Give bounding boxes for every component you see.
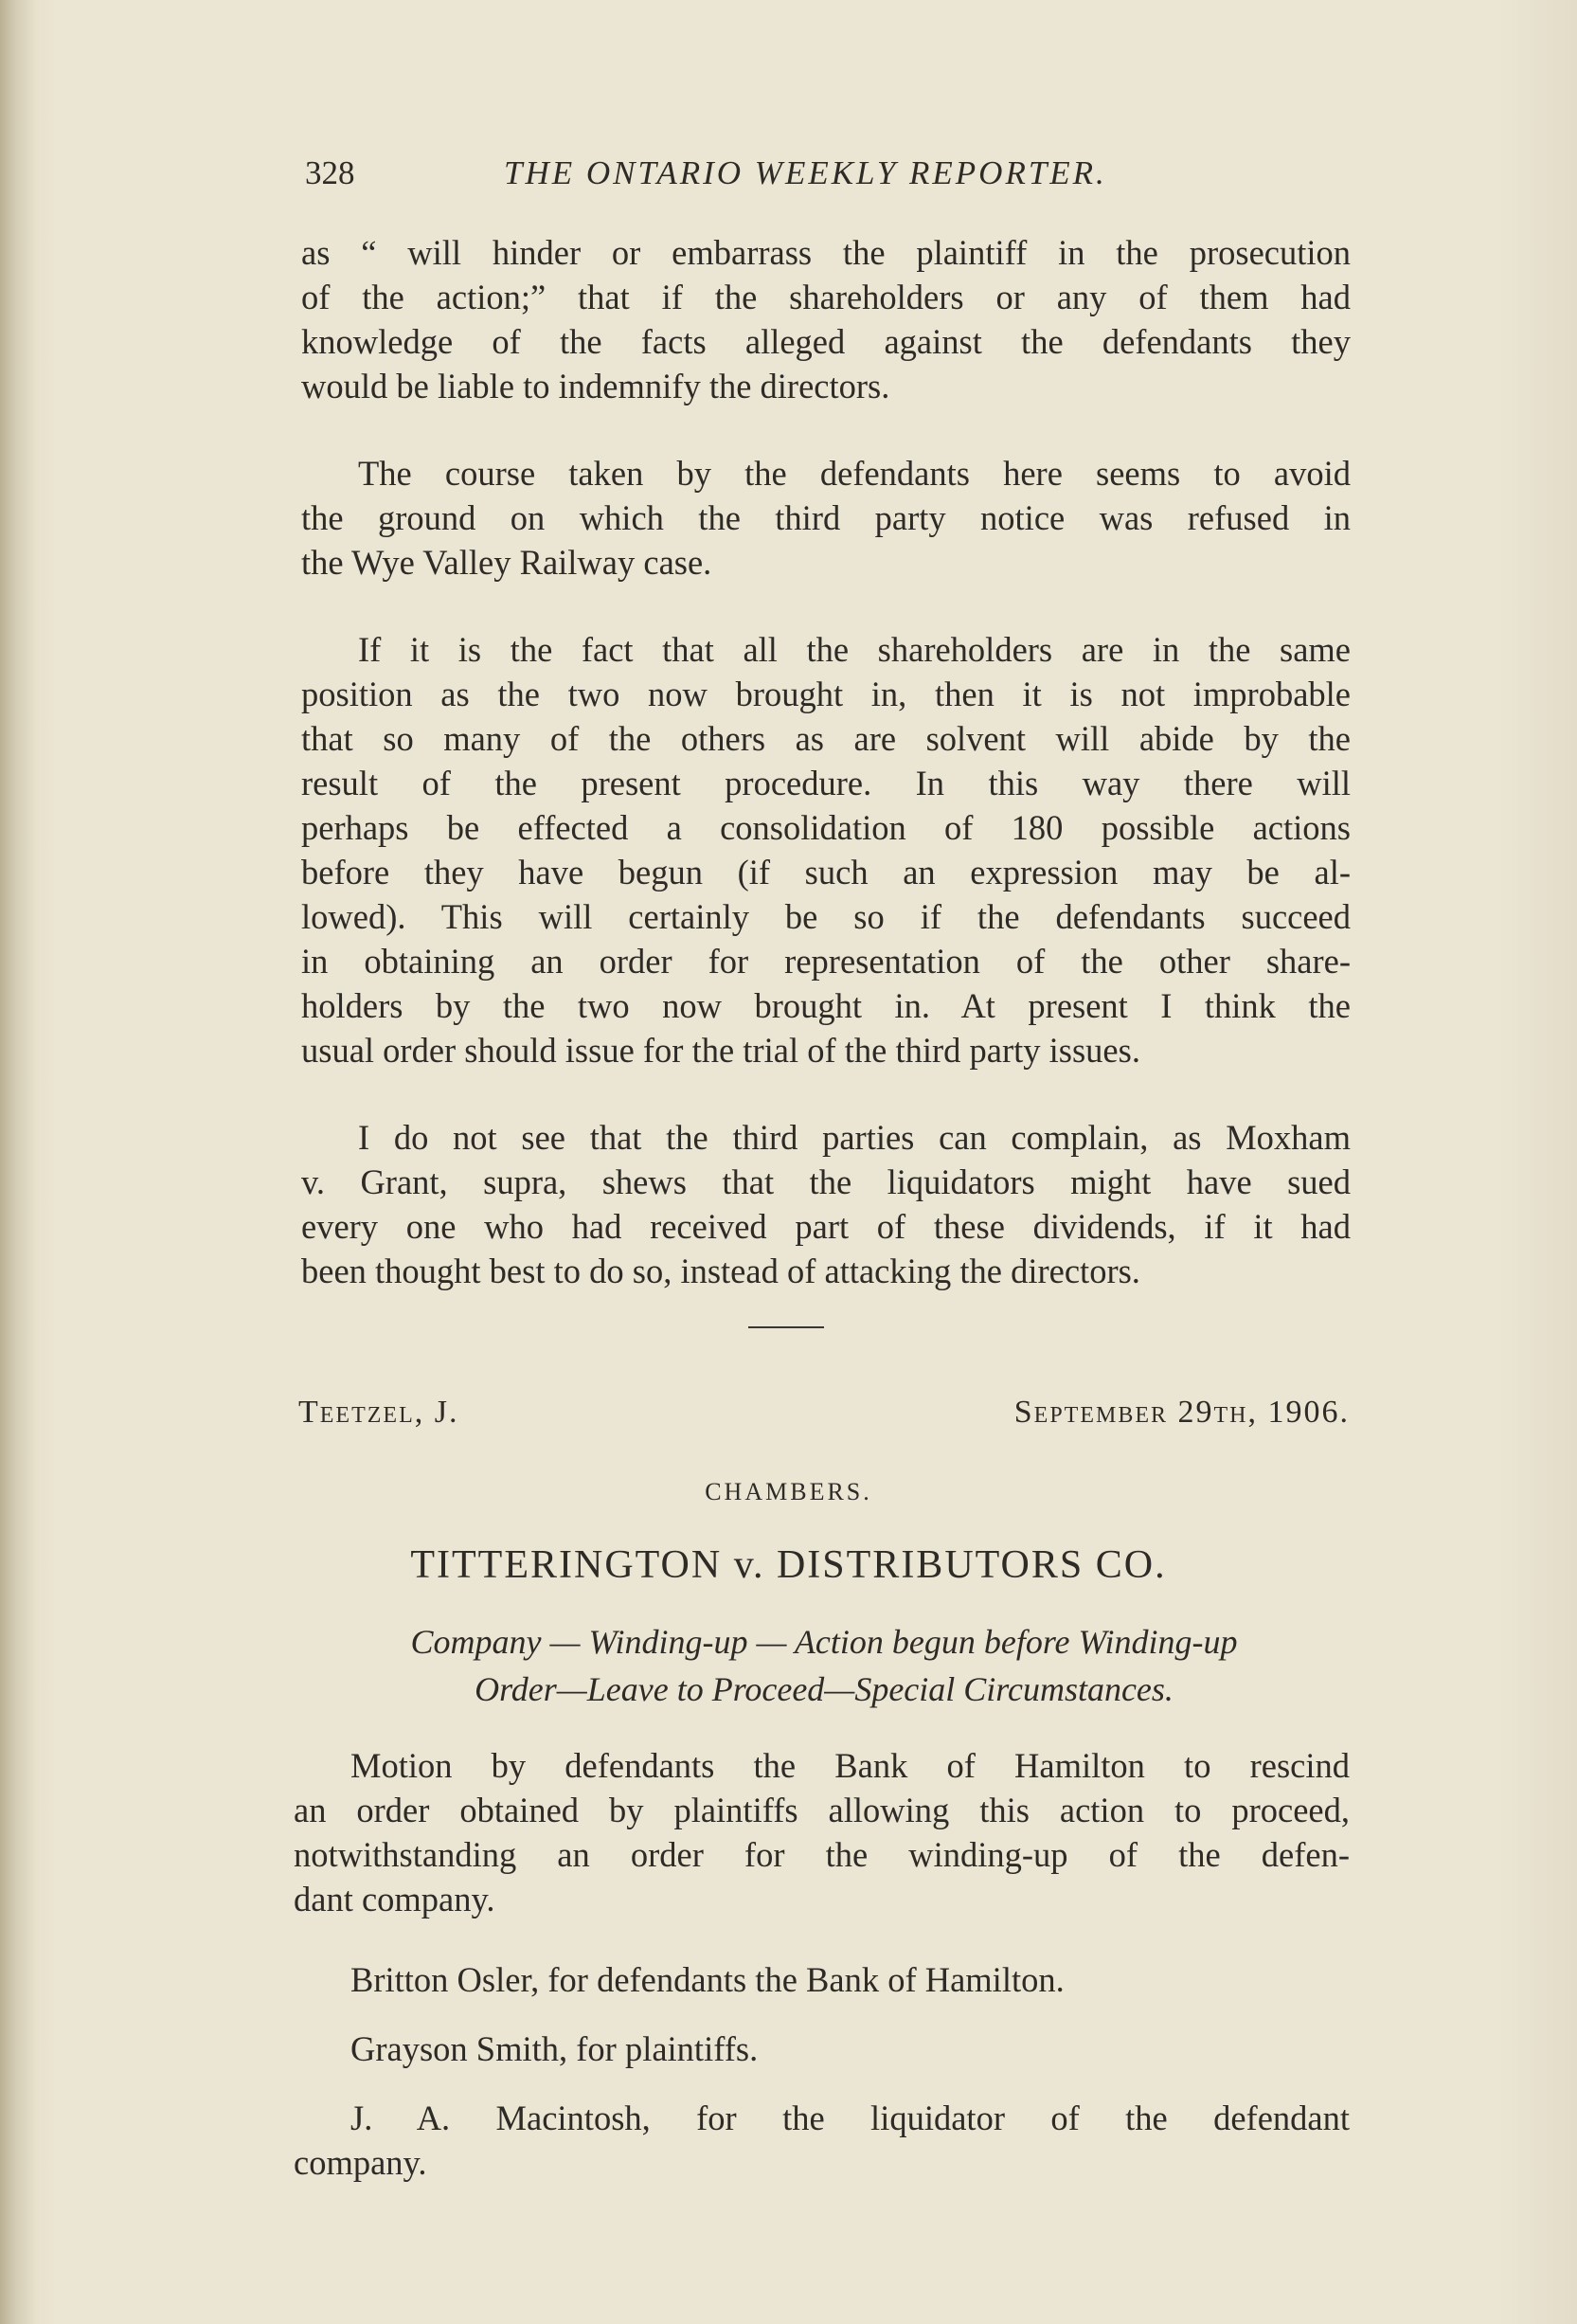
court-label: CHAMBERS. <box>705 1478 872 1505</box>
motion-paragraph <box>294 1743 1350 1921</box>
text-line: perhaps be effected a consolidation of 180 possible actions <box>301 808 1351 847</box>
book-spine-shadow <box>0 0 36 2324</box>
text-line: been thought best to do so, instead of attacking the directors. <box>301 1252 1140 1290</box>
paragraph <box>301 627 1351 1072</box>
text-line: notwithstanding an order for the winding-up of the defen- <box>294 1835 1350 1874</box>
headnote-line: Order—Leave to Proceed—Special Circumstances. <box>475 1670 1174 1708</box>
running-head: THE ONTARIO WEEKLY REPORTER. <box>504 154 1107 191</box>
paragraph <box>301 1115 1351 1293</box>
text-line: would be liable to indemnify the directors. <box>301 367 890 405</box>
paragraph <box>301 451 1351 585</box>
counsel-line: company. <box>294 2143 427 2182</box>
text-line: If it is the fact that all the shareholders are in the same <box>358 630 1351 669</box>
text-line: in obtaining an order for representation of the other share- <box>301 942 1351 981</box>
headnote <box>294 1618 1354 1713</box>
counsel-line: Britton Osler, for defendants the Bank of Hamilton. <box>350 1960 1065 1999</box>
motion-text <box>294 1743 1350 2185</box>
page-number: 328 <box>305 154 355 191</box>
text-line: I do not see that the third parties can complain, as Moxham <box>358 1118 1351 1157</box>
text-line: holders by the two now brought in. At present I think the <box>301 986 1351 1025</box>
judgment-date: September 29th, 1906. <box>1013 1395 1350 1430</box>
text-line: The course taken by the defendants here seems to avoid <box>358 454 1351 493</box>
text-line: the Wye Valley Railway case. <box>301 543 712 582</box>
text-line: before they have begun (if such an expression may be al- <box>301 853 1351 892</box>
counsel-line: Grayson Smith, for plaintiffs. <box>350 2029 759 2068</box>
text-line: of the action;” that if the shareholders or any of them had <box>301 278 1351 316</box>
text-line: the ground on which the third party notice was refused in <box>301 498 1351 537</box>
page-header <box>305 154 1138 200</box>
text-line: usual order should issue for the trial of the third party issues. <box>301 1031 1140 1070</box>
text-line: that so many of the others as are solvent will abide by the <box>301 719 1351 758</box>
case-line <box>298 1395 1350 1440</box>
text-line: lowed). This will certainly be so if the defendants succeed <box>301 897 1351 936</box>
text-line: v. Grant, supra, shews that the liquidators might have sued <box>301 1162 1351 1201</box>
text-line: every one who had received part of these dividends, if it had <box>301 1207 1351 1246</box>
text-line: position as the two now brought in, then it is not improbable <box>301 675 1351 713</box>
judge-name: Teetzel, J. <box>298 1395 459 1430</box>
case-title: TITTERINGTON v. DISTRIBUTORS CO. <box>410 1543 1167 1587</box>
headnote-line: Company — Winding-up — Action begun before Winding-up <box>410 1623 1238 1661</box>
text-line: as “ will hinder or embarrass the plaintiff in the prosecution <box>301 233 1351 272</box>
text-line: result of the present procedure. In this way there will <box>301 764 1351 802</box>
counsel-line: J. A. Macintosh, for the liquidator of the defendant <box>350 2099 1350 2137</box>
text-line: an order obtained by plaintiffs allowing this action to proceed, <box>294 1791 1350 1829</box>
counsel-paragraph <box>294 2096 1350 2185</box>
text-line: knowledge of the facts alleged against the defendants they <box>301 322 1351 361</box>
judgment-text <box>301 230 1351 1293</box>
text-line: dant company. <box>294 1880 495 1919</box>
section-divider <box>748 1326 824 1328</box>
text-line: Motion by defendants the Bank of Hamilton to rescind <box>350 1746 1350 1785</box>
paragraph <box>301 230 1351 408</box>
